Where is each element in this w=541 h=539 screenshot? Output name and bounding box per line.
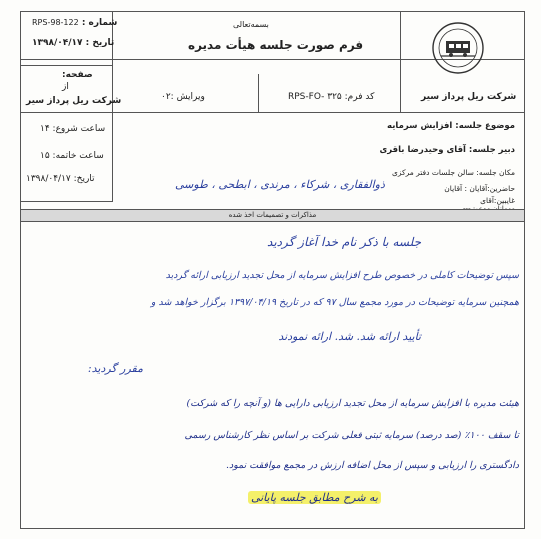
meeting-present: حاضرین:آقایان : آقایان	[444, 184, 515, 193]
bismillah: بسمه‌تعالی	[233, 20, 269, 29]
start-time: ساعت شروع: ۱۴	[40, 124, 106, 134]
form-date	[32, 38, 114, 48]
divider	[20, 112, 525, 113]
meeting-date: تاریخ: ۱۳۹۸/۰۴/۱۷	[26, 174, 95, 184]
meeting-absent: غایبین:آقای	[480, 196, 515, 205]
highlighted-text: به شرح مطابق جلسه پایانی	[248, 491, 381, 504]
form-code-value: RPS-FO- ۳۲۵	[288, 92, 342, 102]
handwritten-line: تأیید ارائه شد. شد. ارائه نمودند	[278, 330, 421, 343]
company-logo	[421, 21, 496, 76]
form-title: فرم صورت جلسه هیأت مدیره	[188, 38, 364, 52]
divider	[20, 65, 112, 66]
company-name-left: شرکت ریل پرداز سیر	[26, 96, 122, 106]
form-code	[288, 92, 374, 102]
divider	[400, 11, 401, 112]
company-name-right: شرکت ریل پرداز سیر	[421, 92, 517, 102]
highlighted-line	[248, 491, 381, 504]
handwritten-line: سپس توضیحات کاملی در خصوص طرح افزایش سرمایه از محل تجدید ارزیابی ارائه گردید	[165, 270, 519, 281]
section-title: مذاکرات و تصمیمات اخذ شده	[21, 209, 524, 222]
page-value: از	[62, 82, 69, 92]
handwritten-line: تا سقف ۱۰۰٪ (صد درصد) سرمایه ثبتی فعلی شرکت بر اساس نظر کارشناس رسمی	[184, 430, 519, 441]
number-label: شماره :	[81, 18, 118, 28]
meeting-subject: موضوع جلسه: افزایش سرمایه	[387, 121, 515, 131]
handwritten-line: همچنین سرمایه توضیحات در مورد مجمع سال ۹۷ که در تاریخ ۱۳۹۷/۰۴/۱۹ برگزار خواهد شد و	[150, 297, 519, 308]
handwritten-attendees: ذوالفقاری ، شرکاء ، مرندی ، ابطحی ، طوسی	[175, 178, 385, 191]
divider	[258, 74, 259, 112]
form-code-label: کد فرم:	[344, 92, 375, 102]
handwritten-line: مقرر گردید:	[87, 362, 143, 375]
end-time: ساعت خاتمه: ۱۵	[40, 151, 104, 161]
date-label: تاریخ :	[85, 38, 115, 48]
number-value: RPS-98-122	[32, 18, 79, 27]
handwritten-line: هیئت مدیره با افزایش سرمایه از محل تجدید ارزیابی دارایی ها (و آنچه را که شرکت)	[186, 398, 519, 409]
divider	[20, 201, 113, 202]
meeting-location: مکان جلسه: سالن جلسات دفتر مرکزی	[391, 168, 515, 177]
handwritten-line: جلسه با ذکر نام خدا آغاز گردید	[267, 235, 421, 249]
date-value: ۱۳۹۸/۰۴/۱۷	[32, 38, 83, 48]
revision: ویرایش :۰۲	[161, 92, 205, 102]
form-page	[62, 70, 93, 80]
handwritten-line: دادگستری را ارزیابی و سپس از محل اضافه ارزش در مجمع موافقت نمود.	[225, 460, 519, 471]
page-label: صفحه:	[62, 70, 93, 80]
form-number	[32, 18, 117, 28]
meeting-secretary: دبیر جلسه: آقای وحیدرضا باقری	[379, 145, 515, 155]
